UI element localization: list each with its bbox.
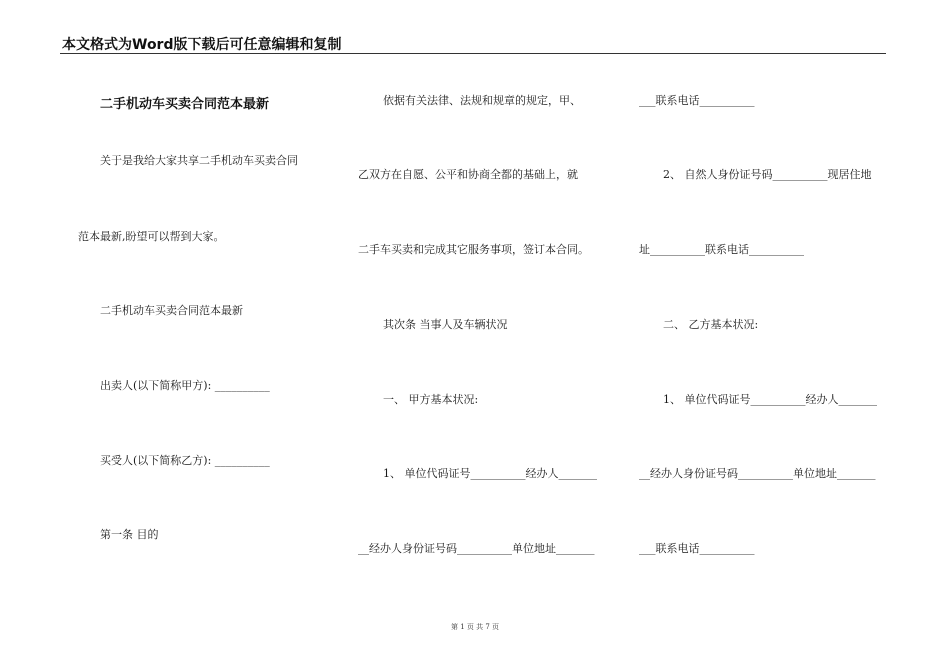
contract-heading: 二手机动车买卖合同范本最新 — [100, 304, 243, 317]
page-number: 第 1 页 共 7 页 — [450, 623, 500, 631]
party-a-address-line: 址__________联系电话__________ — [639, 243, 804, 256]
party-a-id-line: 2、 自然人身份证号码__________现居住地 — [663, 168, 872, 181]
buyer-line: 买受人(以下简称乙方): __________ — [100, 454, 270, 467]
middle-line-2: 乙双方在自愿、公平和协商全都的基础上，就 — [358, 168, 578, 181]
intro-line-1: 关于是我给大家共享二手机动车买卖合同 — [100, 154, 298, 167]
document-title: 二手机动车买卖合同范本最新 — [100, 97, 270, 112]
header-divider — [60, 53, 886, 54]
party-b-phone-line: ___联系电话__________ — [639, 542, 755, 555]
party-a-heading: 一、 甲方基本状况: — [383, 393, 479, 406]
party-a-phone-line: ___联系电话__________ — [639, 94, 755, 107]
article-1-heading: 第一条 目的 — [100, 528, 159, 541]
party-a-unit-line: 1、 单位代码证号__________经办人_______ — [383, 467, 597, 480]
seller-line: 出卖人(以下简称甲方): __________ — [100, 379, 270, 392]
party-b-heading: 二、 乙方基本状况: — [663, 318, 759, 331]
article-2-heading: 其次条 当事人及车辆状况 — [383, 318, 508, 331]
intro-line-2: 范本最新,盼望可以帮到大家。 — [78, 230, 225, 243]
party-a-agent-line: __经办人身份证号码__________单位地址_______ — [358, 542, 595, 555]
party-b-agent-line: __经办人身份证号码__________单位地址_______ — [639, 467, 876, 480]
party-b-unit-line: 1、 单位代码证号__________经办人_______ — [663, 393, 877, 406]
middle-line-1: 依据有关法律、法规和规章的规定，甲、 — [383, 94, 581, 107]
document-banner: 本文格式为Word版下载后可任意编辑和复制 — [62, 37, 342, 53]
middle-line-3: 二手车买卖和完成其它服务事项，签订本合同。 — [358, 243, 589, 256]
